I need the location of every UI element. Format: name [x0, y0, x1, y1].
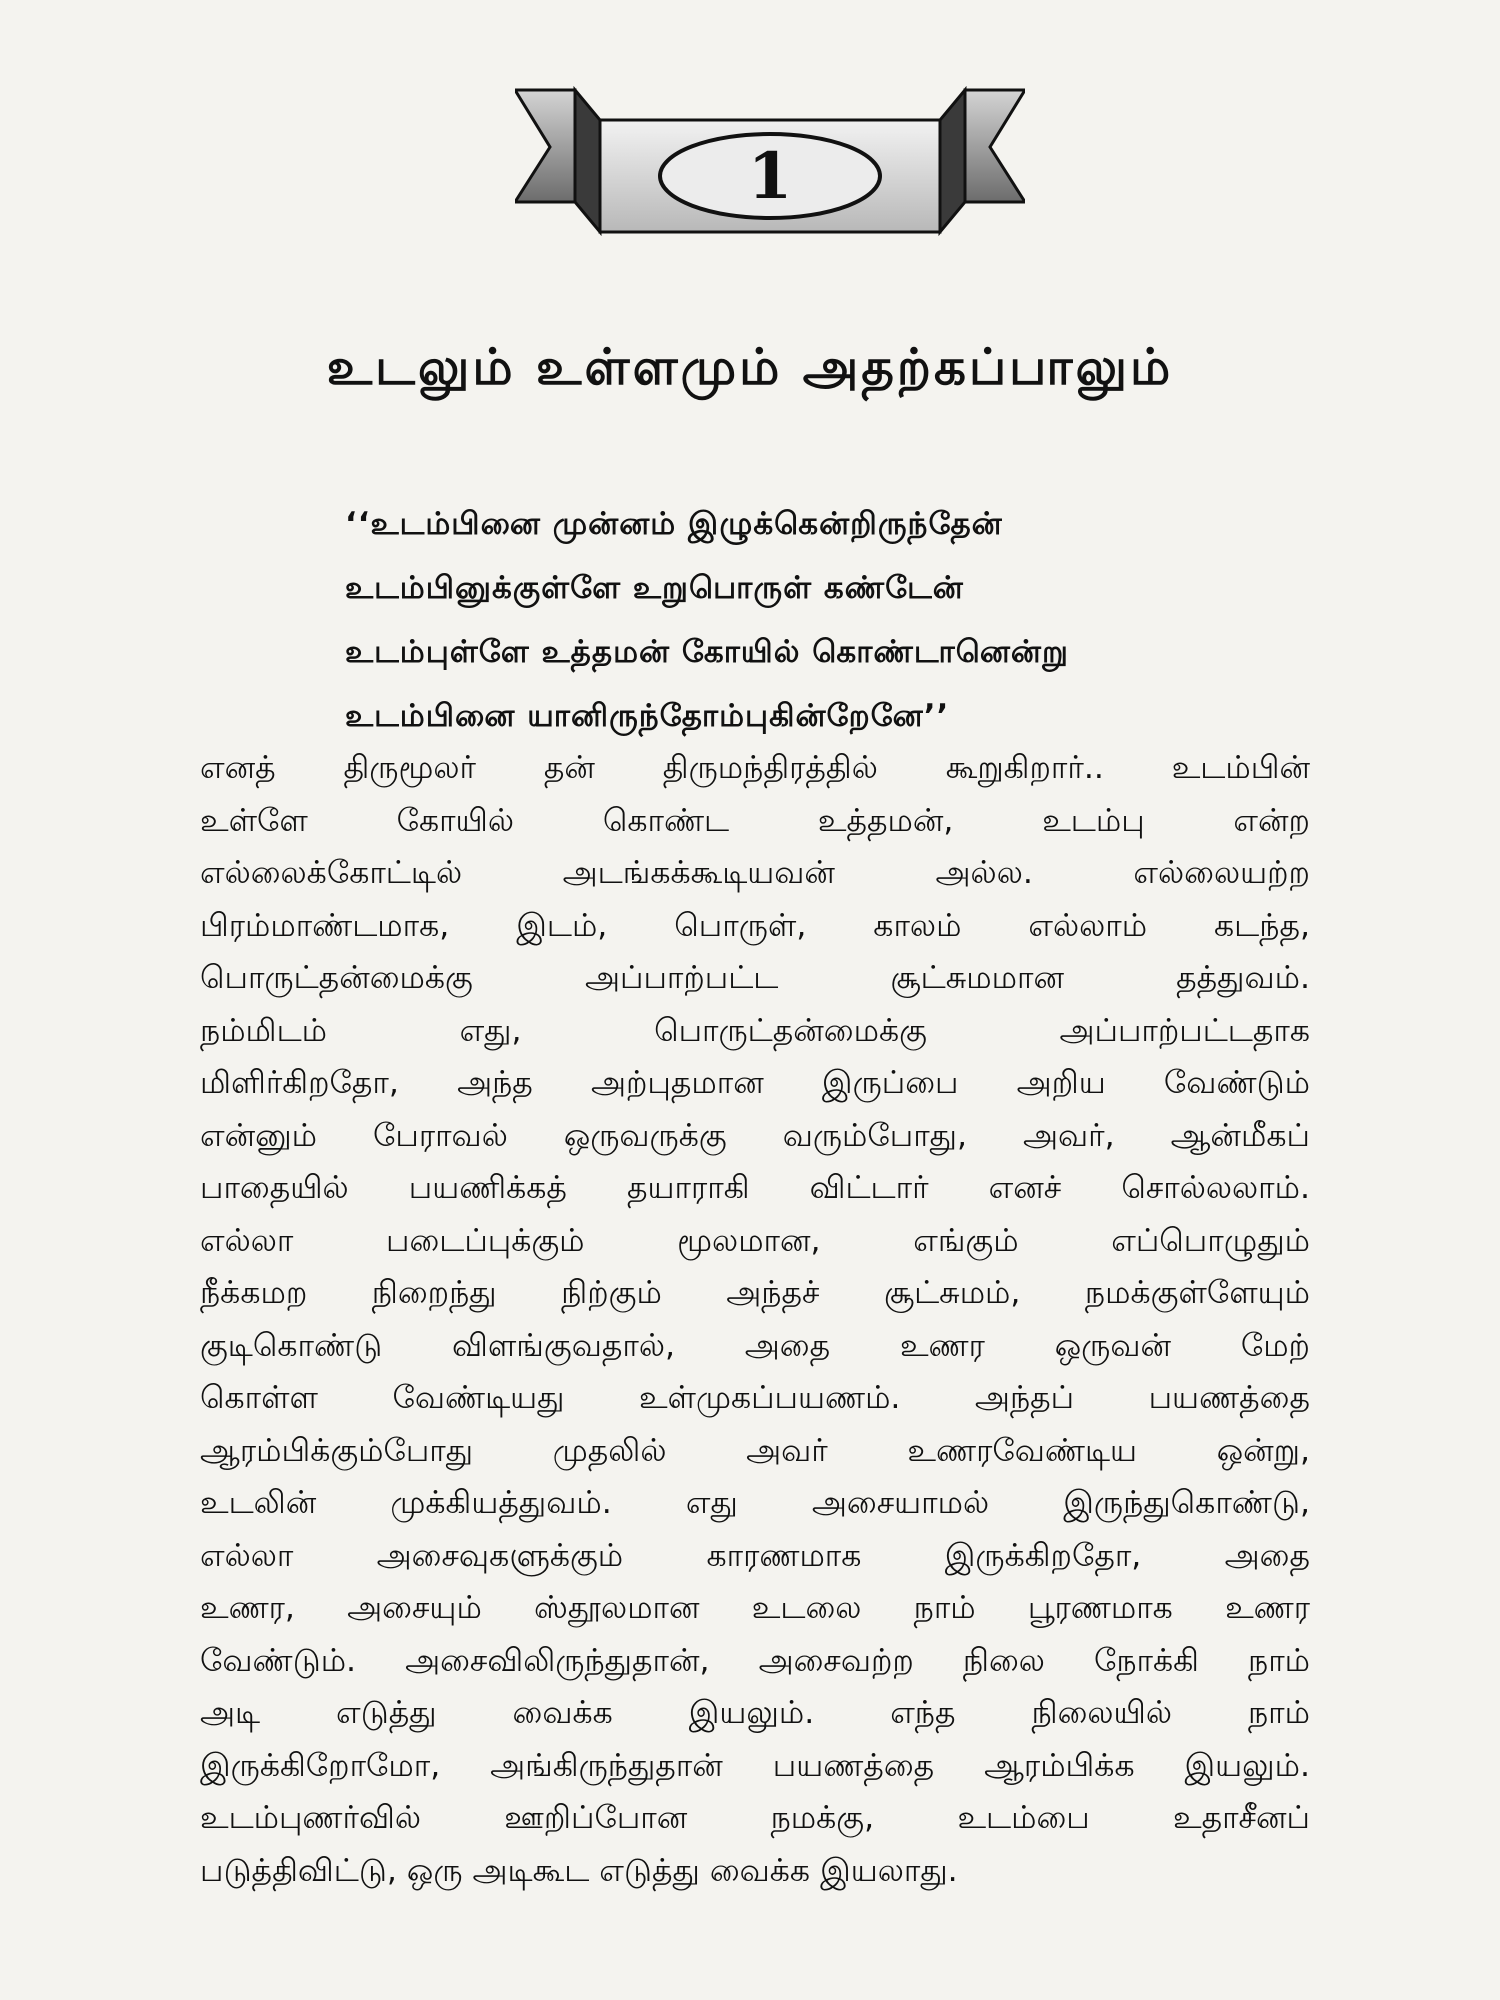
body-line: எல்லா அசைவுகளுக்கும் காரணமாக இருக்கிறதோ, அதை	[200, 1537, 1310, 1574]
body-line: எனத் திருமூலர் தன் திருமந்திரத்தில் கூறுகிறார்.. உடம்பின்	[200, 750, 1310, 786]
body-line: உடம்புணர்வில் ஊறிப்போன நமக்கு, உடம்பை உதாசீனப்	[200, 1800, 1310, 1836]
body-line: மிளிர்கிறதோ, அந்த அற்புதமான இருப்பை அறிய வேண்டும்	[200, 1065, 1310, 1101]
body-line: உணர, அசையும் ஸ்தூலமான உடலை நாம் பூரணமாக உணர	[200, 1590, 1310, 1626]
body-line: வேண்டும். அசைவிலிருந்துதான், அசைவற்ற நிலை நோக்கி நாம்	[200, 1642, 1310, 1679]
body-line: ஆரம்பிக்கும்போது முதலில் அவர் உணரவேண்டிய ஒன்று,	[200, 1432, 1310, 1469]
body-line: பாதையில் பயணிக்கத் தயாராகி விட்டார் எனச் சொல்லலாம்.	[200, 1170, 1310, 1206]
body-line: உள்ளே கோயில் கொண்ட உத்தமன், உடம்பு என்ற	[200, 802, 1310, 839]
body-line: குடிகொண்டு விளங்குவதால், அதை உணர ஒருவன் மேற்	[200, 1327, 1310, 1364]
verse-quote	[345, 492, 1325, 748]
body-paragraph	[200, 742, 1310, 1897]
verse-line: உடம்பினுக்குள்ளே உறுபொருள் கண்டேன்	[345, 570, 964, 606]
body-line: நம்மிடம் எது, பொருட்தன்மைக்கு அப்பாற்பட்டதாக	[200, 1012, 1310, 1049]
body-line: நீக்கமற நிறைந்து நிற்கும் அந்தச் சூட்சுமம், நமக்குள்ளேயும்	[200, 1275, 1310, 1311]
chapter-number: 1	[747, 139, 793, 214]
body-line: இருக்கிறோமோ, அங்கிருந்துதான் பயணத்தை ஆரம்பிக்க இயலும்.	[200, 1747, 1310, 1784]
body-line: அடி எடுத்து வைக்க இயலும். எந்த நிலையில் நாம்	[200, 1695, 1310, 1731]
body-line: எல்லா படைப்புக்கும் மூலமான, எங்கும் எப்பொழுதும்	[200, 1222, 1310, 1259]
body-line: பொருட்தன்மைக்கு அப்பாற்பட்ட சூட்சுமமான தத்துவம்.	[200, 960, 1310, 996]
body-line: பிரம்மாண்டமாக, இடம், பொருள், காலம் எல்லாம் கடந்த,	[200, 907, 1310, 944]
body-line: படுத்திவிட்டு, ஒரு அடிகூட எடுத்து வைக்க இயலாது.	[200, 1852, 958, 1889]
body-line: எல்லைக்கோட்டில் அடங்கக்கூடியவன் அல்ல. எல்லையற்ற	[200, 855, 1310, 891]
chapter-title: உடலும் உள்ளமும் அதற்கப்பாலும்	[326, 338, 1174, 396]
verse-line: உடம்பினை யானிருந்தோம்புகின்றேனே’’	[345, 698, 950, 734]
verse-line: உடம்புள்ளே உத்தமன் கோயில் கொண்டானென்று	[345, 634, 1069, 670]
body-line: உடலின் முக்கியத்துவம். எது அசையாமல் இருந்துகொண்டு,	[200, 1485, 1310, 1521]
body-line: கொள்ள வேண்டியது உள்முகப்பயணம். அந்தப் பயணத்தை	[200, 1380, 1310, 1416]
chapter-ribbon-banner	[515, 82, 1025, 252]
body-line: என்னும் பேராவல் ஒருவருக்கு வரும்போது, அவர், ஆன்மீகப்	[200, 1117, 1310, 1154]
verse-line: ‘‘உடம்பினை முன்னம் இழுக்கென்றிருந்தேன்	[345, 506, 1003, 542]
